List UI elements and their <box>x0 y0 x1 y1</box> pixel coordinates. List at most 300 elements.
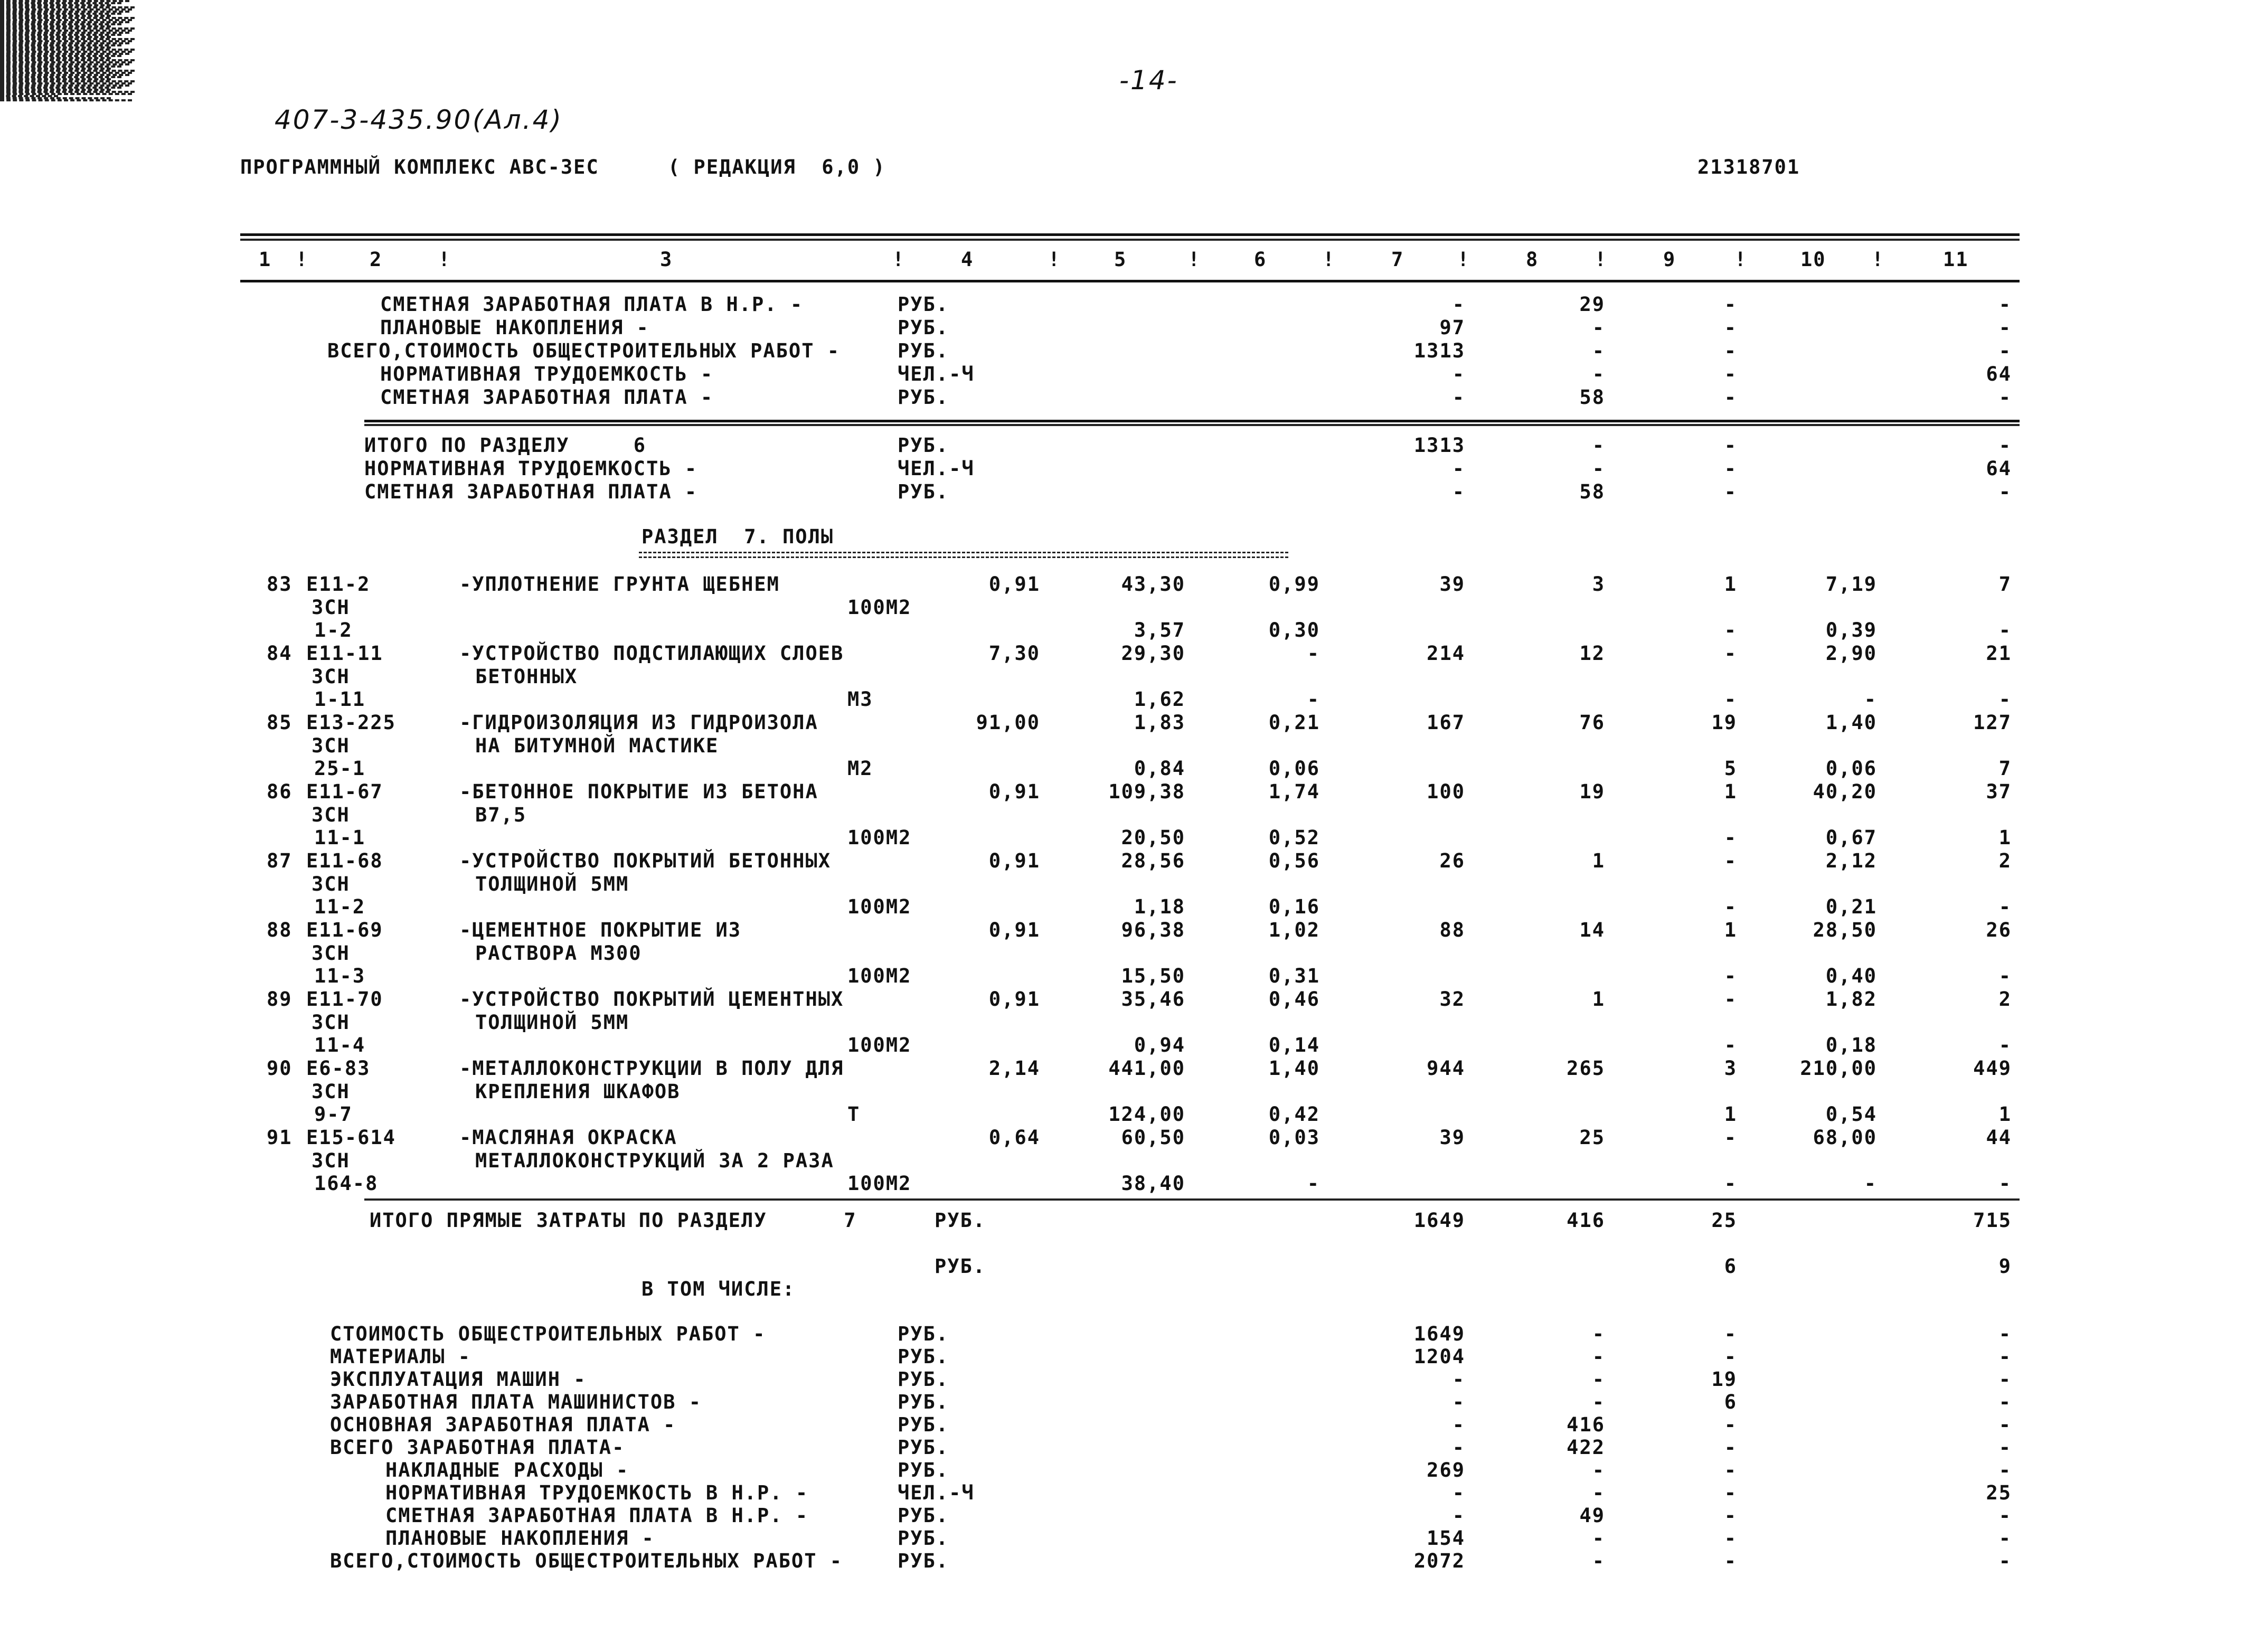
item-description: -ЦЕМЕНТНОЕ ПОКРЫТИЕ ИЗ <box>459 919 742 941</box>
unit-label: РУБ. <box>898 1368 949 1391</box>
col7-value: - <box>1452 1413 1465 1436</box>
summary-label: СМЕТНАЯ ЗАРАБОТНАЯ ПЛАТА В Н.Р. - <box>385 1504 809 1527</box>
machine-price: 1,02 <box>1268 919 1320 941</box>
unit-price-wage: 124,00 <box>1108 1103 1185 1126</box>
unit-label: РУБ. <box>898 293 949 316</box>
labor-norm: 28,50 <box>1813 919 1877 941</box>
machine-total: 3 <box>1724 1057 1737 1080</box>
col11-value: - <box>1998 1413 2012 1436</box>
labor-norm-machinist: 0,40 <box>1825 965 1877 987</box>
column-number: 4 <box>961 248 974 271</box>
labor-total-machinist: 1 <box>1998 826 2012 849</box>
item-source: ЗСН <box>312 1011 350 1034</box>
item-description: -МАСЛЯНАЯ ОКРАСКА <box>459 1126 677 1149</box>
machine-price: 0,56 <box>1268 849 1320 872</box>
labor-total-machinist: - <box>1998 1172 2012 1195</box>
labor-norm: 68,00 <box>1813 1126 1877 1149</box>
item-number: 91 <box>267 1126 293 1149</box>
column-number: 9 <box>1663 248 1676 271</box>
col8-value: - <box>1592 363 1605 385</box>
unit-label: РУБ. <box>898 1413 949 1436</box>
labor-norm: 2,12 <box>1825 849 1877 872</box>
col11-value: - <box>1998 386 2012 409</box>
unit-label: РУБ. <box>898 386 949 409</box>
col7-value: - <box>1452 1368 1465 1391</box>
item-quantity: 0,91 <box>988 573 1040 596</box>
item-source: ЗСН <box>312 665 350 688</box>
col7-value: - <box>1452 386 1465 409</box>
item-reference: 164-8 <box>314 1172 379 1195</box>
col7-value: - <box>1452 457 1465 480</box>
edition-label: ( РЕДАКЦИЯ 6,0 ) <box>668 156 886 178</box>
unit-label: ЧЕЛ.-Ч <box>898 457 975 480</box>
unit-label: ЧЕЛ.-Ч <box>898 363 975 385</box>
total-cost: 39 <box>1439 1126 1465 1149</box>
total-cost: 214 <box>1427 642 1465 665</box>
item-description: -БЕТОННОЕ ПОКРЫТИЕ ИЗ БЕТОНА <box>459 780 818 803</box>
summary-label: СМЕТНАЯ ЗАРАБОТНАЯ ПЛАТА - <box>380 386 714 409</box>
summary-label: ЗАРАБОТНАЯ ПЛАТА МАШИНИСТОВ - <box>330 1391 702 1413</box>
labor-norm-machinist: - <box>1864 688 1877 711</box>
wage-total: 25 <box>1579 1126 1605 1149</box>
machine-wage-total: - <box>1724 826 1737 849</box>
item-number: 89 <box>267 988 293 1011</box>
summary-label: ПЛАНОВЫЕ НАКОПЛЕНИЯ - <box>385 1527 655 1550</box>
summary-label: ЭКСПЛУАТАЦИЯ МАШИН - <box>330 1368 587 1391</box>
machine-price: 1,40 <box>1268 1057 1320 1080</box>
col8-value: - <box>1592 1345 1605 1368</box>
unit-price-total: 1,83 <box>1134 711 1185 734</box>
item-description: НА БИТУМНОЙ МАСТИКЕ <box>475 734 719 757</box>
col9-value: - <box>1724 1504 1737 1527</box>
unit-price-wage: 1,62 <box>1134 688 1185 711</box>
col8-value: - <box>1592 339 1605 362</box>
labor-total-machinist: - <box>1998 619 2012 641</box>
labor-norm: 210,00 <box>1800 1057 1877 1080</box>
col7-value: - <box>1452 480 1465 503</box>
wage-total: 265 <box>1567 1057 1605 1080</box>
summary-label: СТОИМОСТЬ ОБЩЕСТРОИТЕЛЬНЫХ РАБОТ - <box>330 1323 766 1345</box>
summary-label: НОРМАТИВНАЯ ТРУДОЕМКОСТЬ В Н.Р. - <box>385 1481 809 1504</box>
machine-wage: 0,42 <box>1268 1103 1320 1126</box>
col7-value: 1649 <box>1413 1209 1465 1232</box>
machine-total: - <box>1724 988 1737 1011</box>
col8-value: - <box>1592 1323 1605 1345</box>
title-underline <box>639 552 1288 558</box>
column-number: 11 <box>1943 248 1969 271</box>
summary-label: ВСЕГО,СТОИМОСТЬ ОБЩЕСТРОИТЕЛЬНЫХ РАБОТ - <box>327 339 841 362</box>
col9-value: - <box>1724 1323 1737 1345</box>
col9-value: - <box>1724 434 1737 457</box>
machine-wage: 0,06 <box>1268 757 1320 780</box>
labor-total-machinist: - <box>1998 688 2012 711</box>
unit-price-total: 441,00 <box>1108 1057 1185 1080</box>
item-unit: 100М2 <box>847 965 912 987</box>
machine-wage: - <box>1307 688 1320 711</box>
item-source: ЗСН <box>312 804 350 826</box>
unit-price-wage: 3,57 <box>1134 619 1185 641</box>
unit-price-wage: 0,94 <box>1134 1034 1185 1056</box>
machine-wage: 0,14 <box>1268 1034 1320 1056</box>
unit-label: РУБ. <box>898 1504 949 1527</box>
item-description: МЕТАЛЛОКОНСТРУКЦИЙ ЗА 2 РАЗА <box>475 1149 834 1172</box>
col7-value: 1313 <box>1413 434 1465 457</box>
machine-wage: 0,16 <box>1268 895 1320 918</box>
col11-value: - <box>1998 480 2012 503</box>
labor-total: 2 <box>1998 849 2012 872</box>
column-separator: ! <box>1323 248 1336 271</box>
document-id: 21318701 <box>1697 156 1800 178</box>
item-reference: 11-3 <box>314 965 366 987</box>
column-number: 1 <box>259 248 272 271</box>
col9-value: - <box>1724 1459 1737 1481</box>
col8-value: 29 <box>1579 293 1605 316</box>
labor-norm-machinist: 0,54 <box>1825 1103 1877 1126</box>
unit-label: РУБ. <box>935 1209 986 1232</box>
col7-value: 269 <box>1427 1459 1465 1481</box>
labor-total-machinist: - <box>1998 1034 2012 1056</box>
item-source: ЗСН <box>312 942 350 965</box>
section-title: РАЗДЕЛ 7. ПОЛЫ <box>642 525 834 548</box>
summary-label: СМЕТНАЯ ЗАРАБОТНАЯ ПЛАТА - <box>364 480 698 503</box>
unit-price-wage: 15,50 <box>1121 965 1185 987</box>
column-separator: ! <box>1872 248 1885 271</box>
unit-label: РУБ. <box>935 1255 986 1278</box>
summary-label: ОСНОВНАЯ ЗАРАБОТНАЯ ПЛАТА - <box>330 1413 676 1436</box>
col11-value: 9 <box>1998 1255 2012 1278</box>
col8-value: - <box>1592 1368 1605 1391</box>
col9-value: 19 <box>1711 1368 1737 1391</box>
col9-value: - <box>1724 1550 1737 1572</box>
labor-norm-machinist: 0,21 <box>1825 895 1877 918</box>
labor-norm: 1,82 <box>1825 988 1877 1011</box>
item-source: ЗСН <box>312 1080 350 1103</box>
labor-total: 21 <box>1986 642 2012 665</box>
wage-total: 12 <box>1579 642 1605 665</box>
item-description: -УСТРОЙСТВО ПОКРЫТИЙ ЦЕМЕНТНЫХ <box>459 988 844 1011</box>
col11-value: 25 <box>1986 1481 2012 1504</box>
item-unit: 100М2 <box>847 1172 912 1195</box>
col9-value: 6 <box>1724 1391 1737 1413</box>
wage-total: 14 <box>1579 919 1605 941</box>
total-cost: 32 <box>1439 988 1465 1011</box>
item-quantity: 0,91 <box>988 780 1040 803</box>
summary-label: СМЕТНАЯ ЗАРАБОТНАЯ ПЛАТА В Н.Р. - <box>380 293 804 316</box>
total-cost: 167 <box>1427 711 1465 734</box>
item-description: В7,5 <box>475 804 527 826</box>
item-reference: 11-4 <box>314 1034 366 1056</box>
col8-value: - <box>1592 1481 1605 1504</box>
unit-label: РУБ. <box>898 1345 949 1368</box>
table-top-rule-2 <box>240 239 2020 241</box>
item-description: -УПЛОТНЕНИЕ ГРУНТА ЩЕБНЕМ <box>459 573 780 596</box>
col8-value: 422 <box>1567 1436 1605 1459</box>
labor-total: 26 <box>1986 919 2012 941</box>
col9-value: - <box>1724 386 1737 409</box>
wage-total: 19 <box>1579 780 1605 803</box>
column-separator: ! <box>438 248 451 271</box>
item-unit: М3 <box>847 688 873 711</box>
unit-label: РУБ. <box>898 480 949 503</box>
col7-value: 154 <box>1427 1527 1465 1550</box>
unit-label: РУБ. <box>898 434 949 457</box>
total-rule <box>364 1198 2020 1201</box>
col9-value: - <box>1724 1345 1737 1368</box>
column-number: 3 <box>660 248 673 271</box>
col9-value: - <box>1724 293 1737 316</box>
col7-value: 1204 <box>1413 1345 1465 1368</box>
total-cost: 39 <box>1439 573 1465 596</box>
labor-total: 44 <box>1986 1126 2012 1149</box>
item-number: 86 <box>267 780 293 803</box>
col8-value: 416 <box>1567 1209 1605 1232</box>
album-label: (Ал.4) <box>473 105 563 135</box>
col7-value: - <box>1452 1481 1465 1504</box>
item-code: Е11-67 <box>306 780 383 803</box>
col9-value: - <box>1724 480 1737 503</box>
col8-value: 58 <box>1579 480 1605 503</box>
unit-label: РУБ. <box>898 1527 949 1550</box>
item-number: 85 <box>267 711 293 734</box>
col8-value: - <box>1592 1550 1605 1572</box>
col11-value: - <box>1998 339 2012 362</box>
col11-value: - <box>1998 1550 2012 1572</box>
machine-wage-total: - <box>1724 1172 1737 1195</box>
machine-wage-total: - <box>1724 619 1737 641</box>
doc-code: 407-3-435.90 <box>275 105 473 135</box>
item-description: ТОЛЩИНОЙ 5ММ <box>475 873 629 895</box>
item-reference: 1-11 <box>314 688 366 711</box>
labor-total-machinist: - <box>1998 895 2012 918</box>
item-unit: 100М2 <box>847 895 912 918</box>
unit-price-total: 96,38 <box>1121 919 1185 941</box>
item-number: 83 <box>267 573 293 596</box>
machine-price: 1,74 <box>1268 780 1320 803</box>
col9-value: - <box>1724 316 1737 339</box>
unit-price-wage: 38,40 <box>1121 1172 1185 1195</box>
item-unit: 100М2 <box>847 1034 912 1056</box>
unit-label: РУБ. <box>898 316 949 339</box>
machine-total: 1 <box>1724 573 1737 596</box>
unit-price-wage: 1,18 <box>1134 895 1185 918</box>
machine-wage-total: - <box>1724 1034 1737 1056</box>
machine-wage-total: 5 <box>1724 757 1737 780</box>
summary-label: ВСЕГО ЗАРАБОТНАЯ ПЛАТА- <box>330 1436 625 1459</box>
item-code: Е6-83 <box>306 1057 371 1080</box>
column-separator: ! <box>1048 248 1061 271</box>
labor-norm: 1,40 <box>1825 711 1877 734</box>
labor-total: 2 <box>1998 988 2012 1011</box>
summary-label: НАКЛАДНЫЕ РАСХОДЫ - <box>385 1459 629 1481</box>
labor-total-machinist: - <box>1998 965 2012 987</box>
machine-wage: 0,52 <box>1268 826 1320 849</box>
wage-total: 1 <box>1592 849 1605 872</box>
cell-divider <box>0 99 132 101</box>
machine-total: - <box>1724 1126 1737 1149</box>
machine-total: - <box>1724 849 1737 872</box>
section-rule <box>364 420 2020 422</box>
col7-value: 97 <box>1439 316 1465 339</box>
program-title: ПРОГРАММНЫЙ КОМПЛЕКС АВС-3ЕС <box>240 156 599 178</box>
summary-label: ПЛАНОВЫЕ НАКОПЛЕНИЯ - <box>380 316 649 339</box>
col11-value: 64 <box>1986 363 2012 385</box>
unit-price-total: 60,50 <box>1121 1126 1185 1149</box>
col9-value: - <box>1724 339 1737 362</box>
labor-norm-machinist: 0,67 <box>1825 826 1877 849</box>
item-unit: 100М2 <box>847 826 912 849</box>
item-code: Е11-68 <box>306 849 383 872</box>
col9-value: 25 <box>1711 1209 1737 1232</box>
col11-value: - <box>1998 1368 2012 1391</box>
unit-price-total: 29,30 <box>1121 642 1185 665</box>
wage-total: 1 <box>1592 988 1605 1011</box>
item-code: Е13-225 <box>306 711 396 734</box>
column-separator: ! <box>1734 248 1748 271</box>
item-reference: 11-2 <box>314 895 366 918</box>
unit-label: РУБ. <box>898 1550 949 1572</box>
labor-norm: 40,20 <box>1813 780 1877 803</box>
col11-value: 64 <box>1986 457 2012 480</box>
item-description: -УСТРОЙСТВО ПОДСТИЛАЮЩИХ СЛОЕВ <box>459 642 844 665</box>
col7-value: 1649 <box>1413 1323 1465 1345</box>
unit-price-wage: 0,84 <box>1134 757 1185 780</box>
labor-total-machinist: 1 <box>1998 1103 2012 1126</box>
machine-price: - <box>1307 642 1320 665</box>
col9-value: - <box>1724 1436 1737 1459</box>
labor-total-machinist: 7 <box>1998 757 2012 780</box>
item-source: ЗСН <box>312 873 350 895</box>
col8-value: - <box>1592 316 1605 339</box>
unit-price-wage: 20,50 <box>1121 826 1185 849</box>
item-quantity: 2,14 <box>988 1057 1040 1080</box>
labor-norm-machinist: 0,39 <box>1825 619 1877 641</box>
col8-value: 58 <box>1579 386 1605 409</box>
col11-value: - <box>1998 316 2012 339</box>
machine-wage-total: - <box>1724 895 1737 918</box>
item-quantity: 7,30 <box>988 642 1040 665</box>
unit-label: РУБ. <box>898 1391 949 1413</box>
col11-value: - <box>1998 1527 2012 1550</box>
total-cost: 100 <box>1427 780 1465 803</box>
column-separator: ! <box>1188 248 1201 271</box>
column-separator: ! <box>1595 248 1608 271</box>
header-bottom-rule <box>240 280 2020 282</box>
labor-total: 127 <box>1973 711 2012 734</box>
col9-value: - <box>1724 1527 1737 1550</box>
column-number: 8 <box>1526 248 1539 271</box>
item-unit: 100М2 <box>847 596 912 619</box>
item-source: ЗСН <box>312 596 350 619</box>
summary-label: НОРМАТИВНАЯ ТРУДОЕМКОСТЬ - <box>364 457 698 480</box>
including-label: В ТОМ ЧИСЛЕ: <box>642 1278 796 1300</box>
machine-price: 0,03 <box>1268 1126 1320 1149</box>
col7-value: - <box>1452 293 1465 316</box>
machine-wage-total: - <box>1724 965 1737 987</box>
column-number: 2 <box>370 248 383 271</box>
item-description: -МЕТАЛЛОКОНСТРУКЦИИ В ПОЛУ ДЛЯ <box>459 1057 844 1080</box>
item-source: ЗСН <box>312 1149 350 1172</box>
item-code: Е15-614 <box>306 1126 396 1149</box>
col7-value: - <box>1452 1436 1465 1459</box>
unit-label: РУБ. <box>898 1459 949 1481</box>
col11-value: - <box>1998 1504 2012 1527</box>
col8-value: - <box>1592 1459 1605 1481</box>
item-number: 84 <box>267 642 293 665</box>
labor-total: 449 <box>1973 1057 2012 1080</box>
unit-label: РУБ. <box>898 1436 949 1459</box>
col11-value: - <box>1998 1391 2012 1413</box>
machine-price: 0,46 <box>1268 988 1320 1011</box>
col7-value: - <box>1452 363 1465 385</box>
item-reference: 1-2 <box>314 619 353 641</box>
machine-wage: 0,30 <box>1268 619 1320 641</box>
col11-value: - <box>1998 1323 2012 1345</box>
unit-label: РУБ. <box>898 1323 949 1345</box>
column-number: 10 <box>1800 248 1826 271</box>
item-description: КРЕПЛЕНИЯ ШКАФОВ <box>475 1080 681 1103</box>
table-top-rule <box>240 233 2020 236</box>
item-quantity: 0,91 <box>988 849 1040 872</box>
item-description: -УСТРОЙСТВО ПОКРЫТИЙ БЕТОННЫХ <box>459 849 832 872</box>
col11-value: - <box>1998 1459 2012 1481</box>
col11-value: - <box>1998 1436 2012 1459</box>
col8-value: 49 <box>1579 1504 1605 1527</box>
item-code: Е11-11 <box>306 642 383 665</box>
col7-value: 2072 <box>1413 1550 1465 1572</box>
total-cost: 26 <box>1439 849 1465 872</box>
unit-price-total: 35,46 <box>1121 988 1185 1011</box>
col9-value: - <box>1724 363 1737 385</box>
item-code: Е11-2 <box>306 573 371 596</box>
machine-wage-total: - <box>1724 688 1737 711</box>
unit-price-total: 109,38 <box>1108 780 1185 803</box>
machine-total: 19 <box>1711 711 1737 734</box>
item-description: ТОЛЩИНОЙ 5ММ <box>475 1011 629 1034</box>
machine-price: 0,99 <box>1268 573 1320 596</box>
unit-label: ЧЕЛ.-Ч <box>898 1481 975 1504</box>
col7-value: - <box>1452 1504 1465 1527</box>
col8-value: - <box>1592 1391 1605 1413</box>
col8-value: 416 <box>1567 1413 1605 1436</box>
item-quantity: 0,91 <box>988 919 1040 941</box>
col9-value: - <box>1724 457 1737 480</box>
summary-label: НОРМАТИВНАЯ ТРУДОЕМКОСТЬ - <box>380 363 714 385</box>
col7-value: - <box>1452 1391 1465 1413</box>
summary-label: ИТОГО ПО РАЗДЕЛУ 6 <box>364 434 647 457</box>
labor-norm-machinist: 0,18 <box>1825 1034 1877 1056</box>
summary-label: ВСЕГО,СТОИМОСТЬ ОБЩЕСТРОИТЕЛЬНЫХ РАБОТ - <box>330 1550 843 1572</box>
unit-label: РУБ. <box>898 339 949 362</box>
item-quantity: 0,91 <box>988 988 1040 1011</box>
item-reference: 25-1 <box>314 757 366 780</box>
labor-total: 37 <box>1986 780 2012 803</box>
item-description: БЕТОННЫХ <box>475 665 578 688</box>
col8-value: - <box>1592 434 1605 457</box>
column-number: 7 <box>1391 248 1404 271</box>
machine-wage: - <box>1307 1172 1320 1195</box>
col9-value: - <box>1724 1481 1737 1504</box>
column-number: 5 <box>1114 248 1127 271</box>
labor-norm-machinist: 0,06 <box>1825 757 1877 780</box>
unit-price-total: 43,30 <box>1121 573 1185 596</box>
item-quantity: 91,00 <box>976 711 1040 734</box>
labor-norm: 7,19 <box>1825 573 1877 596</box>
machine-total: 1 <box>1724 919 1737 941</box>
item-number: 87 <box>267 849 293 872</box>
item-unit: Т <box>847 1103 861 1126</box>
labor-norm: 2,90 <box>1825 642 1877 665</box>
total-cost: 88 <box>1439 919 1465 941</box>
